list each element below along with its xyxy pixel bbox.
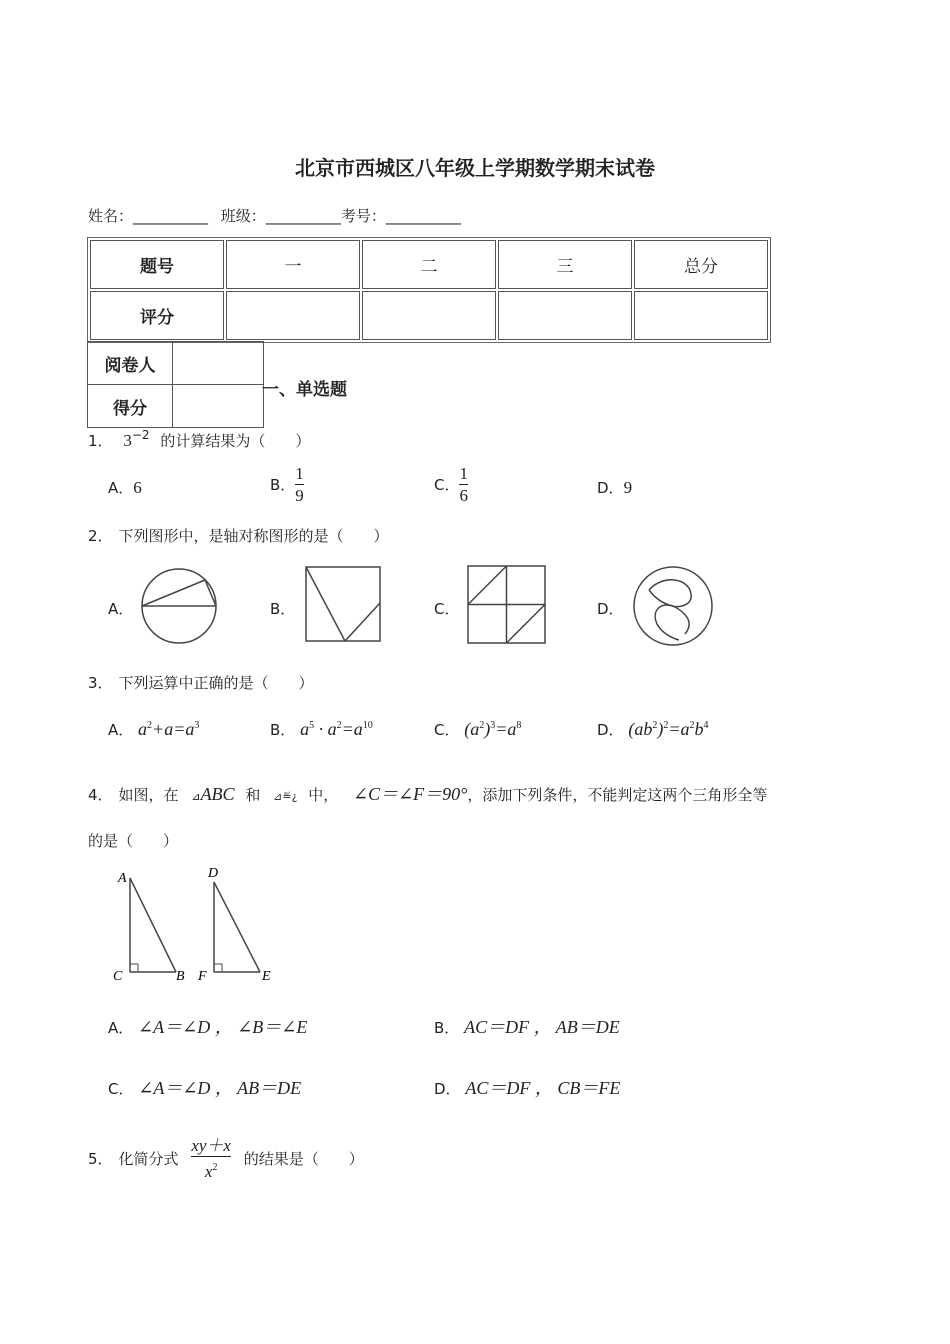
q1-b-fraction: [295, 463, 304, 506]
q1-b-den: 9: [295, 486, 304, 505]
q5-fraction: [191, 1135, 231, 1182]
q5-number: 5．: [88, 1150, 113, 1168]
q1-text: 的计算结果为（ ）: [160, 432, 311, 450]
q5-den-base: x: [204, 1162, 213, 1181]
q4-triangle-abc: ABC: [200, 784, 235, 804]
q4-text-continued: 的是（ ）: [88, 832, 179, 850]
q5-numerator: xy＋x: [191, 1136, 231, 1155]
q1-b-label: B．: [270, 476, 296, 494]
q1-number: 1．: [88, 432, 113, 450]
q1-a-value: 6: [133, 478, 142, 497]
q1-c-den: 6: [459, 486, 468, 505]
q2-figure-a: [140, 567, 220, 647]
q2-option-a-label[interactable]: A．: [108, 600, 134, 618]
name-blank[interactable]: __________: [133, 207, 209, 225]
q1-option-c[interactable]: [434, 463, 468, 506]
q3-a-label: A．: [108, 721, 134, 739]
student-info-line: [88, 205, 461, 226]
q4-option-d[interactable]: [434, 1074, 620, 1100]
question-3: [88, 672, 314, 693]
q1-exponent: −2: [131, 428, 150, 442]
q3-c-label: C．: [434, 721, 460, 739]
score-row: [90, 291, 768, 340]
q4-triangles-figure: [110, 862, 290, 987]
score-row-label: 评分: [90, 291, 224, 340]
grader-score-cell[interactable]: [173, 385, 264, 428]
q1-d-label: D．: [597, 479, 624, 497]
question-5: [88, 1135, 364, 1182]
question-4: [88, 780, 767, 806]
q5-denominator: [191, 1156, 231, 1182]
header-question-no: 题号: [90, 240, 224, 289]
name-label: 姓名：: [88, 207, 134, 225]
q4-d-value: AC＝DF ， CB＝FE: [465, 1078, 621, 1098]
q2-figure-c: [467, 565, 547, 645]
q1-a-label: A．: [108, 479, 134, 497]
q5-text-2: 的结果是（ ）: [243, 1150, 364, 1168]
fig-label-a: A: [118, 871, 127, 886]
q4-text-4: ，添加下列条件，不能判定这两个三角形全等: [467, 786, 768, 804]
q1-c-label: C．: [434, 476, 460, 494]
header-part-2: 二: [362, 240, 496, 289]
q4-condition: ∠C＝∠F＝90°: [353, 784, 468, 804]
q5-den-exponent: 2: [212, 1162, 218, 1173]
q4-d-label: D．: [434, 1080, 461, 1098]
q4-text-3: 中，: [308, 786, 339, 804]
q1-d-value: 9: [623, 478, 633, 497]
score-cell-2[interactable]: [362, 291, 496, 340]
question-1: [88, 428, 310, 451]
fig-label-d: D: [208, 866, 219, 881]
q5-text-1: 化简分式: [118, 1150, 179, 1168]
header-part-1: 一: [226, 240, 360, 289]
score-cell-3[interactable]: [498, 291, 632, 340]
q1-b-num: 1: [295, 464, 304, 483]
q4-c-label: C．: [108, 1080, 134, 1098]
page-title: 北京市西城区八年级上学期数学期末试卷: [295, 156, 655, 180]
fig-label-b: B: [176, 969, 185, 984]
q4-a-label: A．: [108, 1019, 134, 1037]
header-part-3: 三: [498, 240, 632, 289]
q1-c-fraction: [459, 463, 468, 506]
q4-text-2: 和: [245, 786, 261, 804]
triangle-symbol-icon: ⊿: [191, 790, 201, 803]
score-cell-total[interactable]: [634, 291, 768, 340]
q4-b-label: B．: [434, 1019, 460, 1037]
q3-option-c[interactable]: [434, 719, 521, 740]
fig-label-e: E: [262, 969, 271, 984]
score-header-row: [90, 240, 768, 289]
q4-b-value: AC＝DF ， AB＝DE: [464, 1017, 620, 1037]
q2-option-b-label[interactable]: B．: [270, 600, 296, 618]
q4-option-c[interactable]: [108, 1074, 301, 1100]
grader-reader-label: 阅卷人: [88, 342, 173, 385]
q3-d-expression: $(ab^2)^2=a^2b^4$: [628, 719, 709, 739]
q3-option-b[interactable]: [270, 719, 373, 740]
q3-c-expression: $(a^2)^3=a^8$: [464, 719, 522, 739]
q3-number: 3．: [88, 674, 113, 692]
header-total: 总分: [634, 240, 768, 289]
grader-table: [87, 341, 264, 428]
q3-text: 下列运算中正确的是（ ）: [118, 674, 314, 692]
exam-no-blank[interactable]: __________: [385, 207, 461, 225]
q1-option-a[interactable]: [108, 477, 142, 498]
q1-base: 3: [123, 431, 132, 450]
q4-garbled-symbol: ⊿≝¿: [273, 790, 298, 803]
q2-number: 2．: [88, 527, 113, 545]
q3-option-a[interactable]: [108, 719, 199, 740]
q4-option-b[interactable]: [434, 1013, 620, 1039]
score-cell-1[interactable]: [226, 291, 360, 340]
q3-b-label: B．: [270, 721, 296, 739]
class-label: 班级：: [220, 207, 266, 225]
grader-reader-cell[interactable]: [173, 342, 264, 385]
q4-text-1: 如图，在: [118, 786, 179, 804]
q2-figure-d: [633, 566, 715, 648]
section-heading: 一、单选题: [262, 380, 347, 400]
q3-option-d[interactable]: [597, 719, 709, 740]
grader-score-label: 得分: [88, 385, 173, 428]
q4-c-value: ∠A＝∠D ， AB＝DE: [138, 1078, 302, 1098]
q1-option-b[interactable]: [270, 463, 304, 506]
q2-option-d-label[interactable]: D．: [597, 600, 624, 618]
q1-c-num: 1: [459, 464, 468, 483]
exam-no-label: 考号：: [340, 207, 386, 225]
q2-text: 下列图形中，是轴对称图形的是（ ）: [118, 527, 389, 545]
q2-option-c-label[interactable]: C．: [434, 600, 460, 618]
q4-option-a[interactable]: [108, 1013, 307, 1039]
q3-d-label: D．: [597, 721, 624, 739]
q4-a-value: ∠A＝∠D ， ∠B＝∠E: [138, 1017, 308, 1037]
q3-a-expression: $a^2+a=a^3$: [138, 719, 200, 739]
fig-label-c: C: [113, 969, 123, 984]
q2-figure-b: [305, 566, 383, 644]
fig-label-f: F: [198, 969, 207, 984]
q1-option-d[interactable]: [597, 477, 632, 498]
q3-b-expression: $a^5 \cdot a^2=a^{10}$: [300, 719, 373, 739]
class-blank[interactable]: __________: [265, 207, 341, 225]
question-2: [88, 525, 389, 546]
q4-number: 4．: [88, 786, 113, 804]
score-table: [87, 237, 771, 343]
